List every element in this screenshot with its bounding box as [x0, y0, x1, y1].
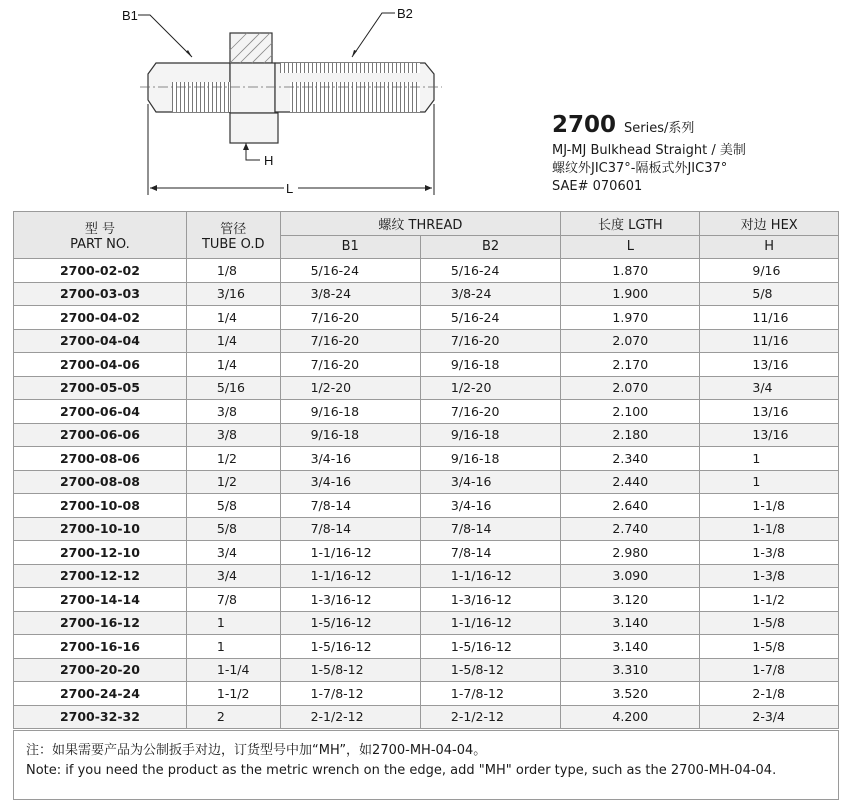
cell-b1: 1-7/8-12 [280, 682, 420, 706]
fitting-drawing [120, 0, 460, 205]
cell-b1: 1-5/8-12 [280, 658, 420, 682]
cell-hex: 9/16 [700, 259, 839, 283]
table-row [14, 329, 839, 353]
cell-b1: 7/16-20 [280, 353, 420, 377]
cell-part-no: 2700-12-10 [14, 541, 187, 565]
cell-length: 2.740 [561, 517, 700, 541]
cell-part-no: 2700-06-06 [14, 423, 187, 447]
cell-b1: 5/16-24 [280, 259, 420, 283]
cell-length: 2.170 [561, 353, 700, 377]
cell-length: 3.140 [561, 611, 700, 635]
table-row [14, 564, 839, 588]
cell-b1: 1-5/16-12 [280, 635, 420, 659]
table-row [14, 541, 839, 565]
table-row [14, 588, 839, 612]
header-length: 长度 LGTH [561, 212, 700, 236]
series-label: Series/系列 [624, 121, 695, 136]
cell-b2: 3/4-16 [420, 470, 560, 494]
thread-left [172, 82, 230, 112]
table-row [14, 682, 839, 706]
cell-b2: 1-7/8-12 [420, 682, 560, 706]
cell-hex: 5/8 [700, 282, 839, 306]
table-row [14, 494, 839, 518]
table-body [14, 259, 839, 729]
product-title [552, 112, 746, 142]
cell-b1: 7/8-14 [280, 494, 420, 518]
cell-tube-od: 1 [186, 635, 280, 659]
cell-hex: 1-3/8 [700, 564, 839, 588]
cell-length: 1.970 [561, 306, 700, 330]
cell-b1: 9/16-18 [280, 423, 420, 447]
cell-b1: 1-3/16-12 [280, 588, 420, 612]
cell-tube-od: 1/4 [186, 306, 280, 330]
cell-part-no: 2700-20-20 [14, 658, 187, 682]
cell-tube-od: 1-1/2 [186, 682, 280, 706]
cell-b2: 5/16-24 [420, 306, 560, 330]
cell-b2: 9/16-18 [420, 423, 560, 447]
cell-b2: 7/8-14 [420, 517, 560, 541]
sae-number: SAE# 070601 [552, 179, 643, 194]
series-number: 2700 [552, 112, 617, 138]
cell-length: 3.310 [561, 658, 700, 682]
cell-part-no: 2700-03-03 [14, 282, 187, 306]
note-cn: 注：如果需要产品为公制扳手对边，订货型号中加“MH”，如2700-MH-04-04。 [26, 743, 487, 758]
cell-hex: 1-3/8 [700, 541, 839, 565]
cell-b1: 1-1/16-12 [280, 541, 420, 565]
table-row [14, 423, 839, 447]
label-h: H [264, 153, 274, 168]
note-en: Note: if you need the product as the metric wrench on the edge, add "MH" order type, such as the 2700-MH-04-04. [26, 763, 777, 778]
cell-part-no: 2700-16-12 [14, 611, 187, 635]
cell-b2: 1-3/16-12 [420, 588, 560, 612]
cell-length: 3.520 [561, 682, 700, 706]
thread-top [280, 63, 420, 73]
cell-length: 3.120 [561, 588, 700, 612]
cell-b1: 7/16-20 [280, 306, 420, 330]
cell-b1: 3/8-24 [280, 282, 420, 306]
table-row [14, 400, 839, 424]
cell-length: 2.640 [561, 494, 700, 518]
cell-part-no: 2700-08-06 [14, 447, 187, 471]
cell-tube-od: 3/8 [186, 400, 280, 424]
cell-length: 2.180 [561, 423, 700, 447]
cell-hex: 2-3/4 [700, 705, 839, 729]
cell-length: 4.200 [561, 705, 700, 729]
cell-length: 2.070 [561, 329, 700, 353]
label-l: L [286, 181, 294, 196]
cell-hex: 1-5/8 [700, 635, 839, 659]
cell-tube-od: 3/4 [186, 564, 280, 588]
title-block [552, 112, 746, 196]
cell-hex: 2-1/8 [700, 682, 839, 706]
cell-b2: 9/16-18 [420, 353, 560, 377]
cell-part-no: 2700-04-04 [14, 329, 187, 353]
cell-b2: 1-1/16-12 [420, 564, 560, 588]
cell-tube-od: 5/8 [186, 517, 280, 541]
product-name: MJ-MJ Bulkhead Straight / 美制 [552, 143, 746, 158]
cell-tube-od: 1/2 [186, 447, 280, 471]
cell-tube-od: 2 [186, 705, 280, 729]
cell-b2: 3/4-16 [420, 494, 560, 518]
cell-hex: 1-1/2 [700, 588, 839, 612]
cell-hex: 11/16 [700, 329, 839, 353]
cell-part-no: 2700-10-08 [14, 494, 187, 518]
cell-part-no: 2700-16-16 [14, 635, 187, 659]
table-row [14, 517, 839, 541]
cell-tube-od: 1/4 [186, 353, 280, 377]
cell-b2: 9/16-18 [420, 447, 560, 471]
cell-hex: 1-7/8 [700, 658, 839, 682]
cell-part-no: 2700-24-24 [14, 682, 187, 706]
cell-part-no: 2700-04-02 [14, 306, 187, 330]
cell-length: 2.070 [561, 376, 700, 400]
cell-b2: 7/16-20 [420, 329, 560, 353]
note-box [13, 730, 839, 800]
cell-tube-od: 5/16 [186, 376, 280, 400]
cell-part-no: 2700-32-32 [14, 705, 187, 729]
cell-tube-od: 7/8 [186, 588, 280, 612]
cell-b2: 1/2-20 [420, 376, 560, 400]
cell-hex: 1-1/8 [700, 517, 839, 541]
cell-b2: 7/16-20 [420, 400, 560, 424]
table-row [14, 705, 839, 729]
table-row [14, 259, 839, 283]
cell-b1: 7/8-14 [280, 517, 420, 541]
cell-b1: 9/16-18 [280, 400, 420, 424]
cell-part-no: 2700-05-05 [14, 376, 187, 400]
cell-hex: 1 [700, 470, 839, 494]
cell-hex: 1 [700, 447, 839, 471]
table-row [14, 470, 839, 494]
cell-b1: 1-5/16-12 [280, 611, 420, 635]
cell-length: 2.340 [561, 447, 700, 471]
cell-length: 2.440 [561, 470, 700, 494]
cell-b2: 5/16-24 [420, 259, 560, 283]
spec-table [13, 211, 839, 729]
cell-b2: 1-1/16-12 [420, 611, 560, 635]
cell-part-no: 2700-02-02 [14, 259, 187, 283]
cell-part-no: 2700-12-12 [14, 564, 187, 588]
thread-right [290, 82, 420, 112]
header-thread: 螺纹 THREAD [280, 212, 561, 236]
cell-b1: 1-1/16-12 [280, 564, 420, 588]
table-row [14, 353, 839, 377]
cell-part-no: 2700-14-14 [14, 588, 187, 612]
cell-part-no: 2700-06-04 [14, 400, 187, 424]
header-b1: B1 [280, 235, 420, 259]
header-b2: B2 [420, 235, 560, 259]
table-row [14, 376, 839, 400]
cell-tube-od: 1/4 [186, 329, 280, 353]
cell-hex: 13/16 [700, 423, 839, 447]
header-tube-od: 管径 TUBE O.D [186, 212, 280, 259]
table-row [14, 447, 839, 471]
product-name-cn: 螺纹外JIC37°-隔板式外JIC37° [552, 161, 728, 176]
table-row [14, 635, 839, 659]
cell-b2: 1-5/16-12 [420, 635, 560, 659]
label-b2: B2 [397, 6, 413, 21]
cell-b1: 3/4-16 [280, 470, 420, 494]
cell-length: 3.090 [561, 564, 700, 588]
cell-tube-od: 1 [186, 611, 280, 635]
cell-b2: 7/8-14 [420, 541, 560, 565]
cell-part-no: 2700-08-08 [14, 470, 187, 494]
cell-length: 1.900 [561, 282, 700, 306]
cell-b2: 1-5/8-12 [420, 658, 560, 682]
table-row [14, 282, 839, 306]
cell-tube-od: 1/8 [186, 259, 280, 283]
cell-b1: 7/16-20 [280, 329, 420, 353]
cell-hex: 13/16 [700, 353, 839, 377]
cell-tube-od: 3/8 [186, 423, 280, 447]
cell-b1: 3/4-16 [280, 447, 420, 471]
cell-part-no: 2700-04-06 [14, 353, 187, 377]
cell-tube-od: 1/2 [186, 470, 280, 494]
cell-b1: 2-1/2-12 [280, 705, 420, 729]
table-row [14, 658, 839, 682]
table-row [14, 306, 839, 330]
cell-length: 1.870 [561, 259, 700, 283]
header-hex: 对边 HEX [700, 212, 839, 236]
cell-tube-od: 5/8 [186, 494, 280, 518]
cell-length: 2.100 [561, 400, 700, 424]
cell-b1: 1/2-20 [280, 376, 420, 400]
cell-hex: 13/16 [700, 400, 839, 424]
cell-length: 3.140 [561, 635, 700, 659]
header-part-no: 型 号 PART NO. [14, 212, 187, 259]
table-row [14, 611, 839, 635]
cell-hex: 1-1/8 [700, 494, 839, 518]
header-h: H [700, 235, 839, 259]
cell-hex: 11/16 [700, 306, 839, 330]
cell-tube-od: 1-1/4 [186, 658, 280, 682]
cell-hex: 1-5/8 [700, 611, 839, 635]
header-l: L [561, 235, 700, 259]
cell-length: 2.980 [561, 541, 700, 565]
cell-tube-od: 3/4 [186, 541, 280, 565]
cell-b2: 2-1/2-12 [420, 705, 560, 729]
cell-tube-od: 3/16 [186, 282, 280, 306]
cell-b2: 3/8-24 [420, 282, 560, 306]
cell-part-no: 2700-10-10 [14, 517, 187, 541]
cell-hex: 3/4 [700, 376, 839, 400]
label-b1: B1 [122, 8, 138, 23]
